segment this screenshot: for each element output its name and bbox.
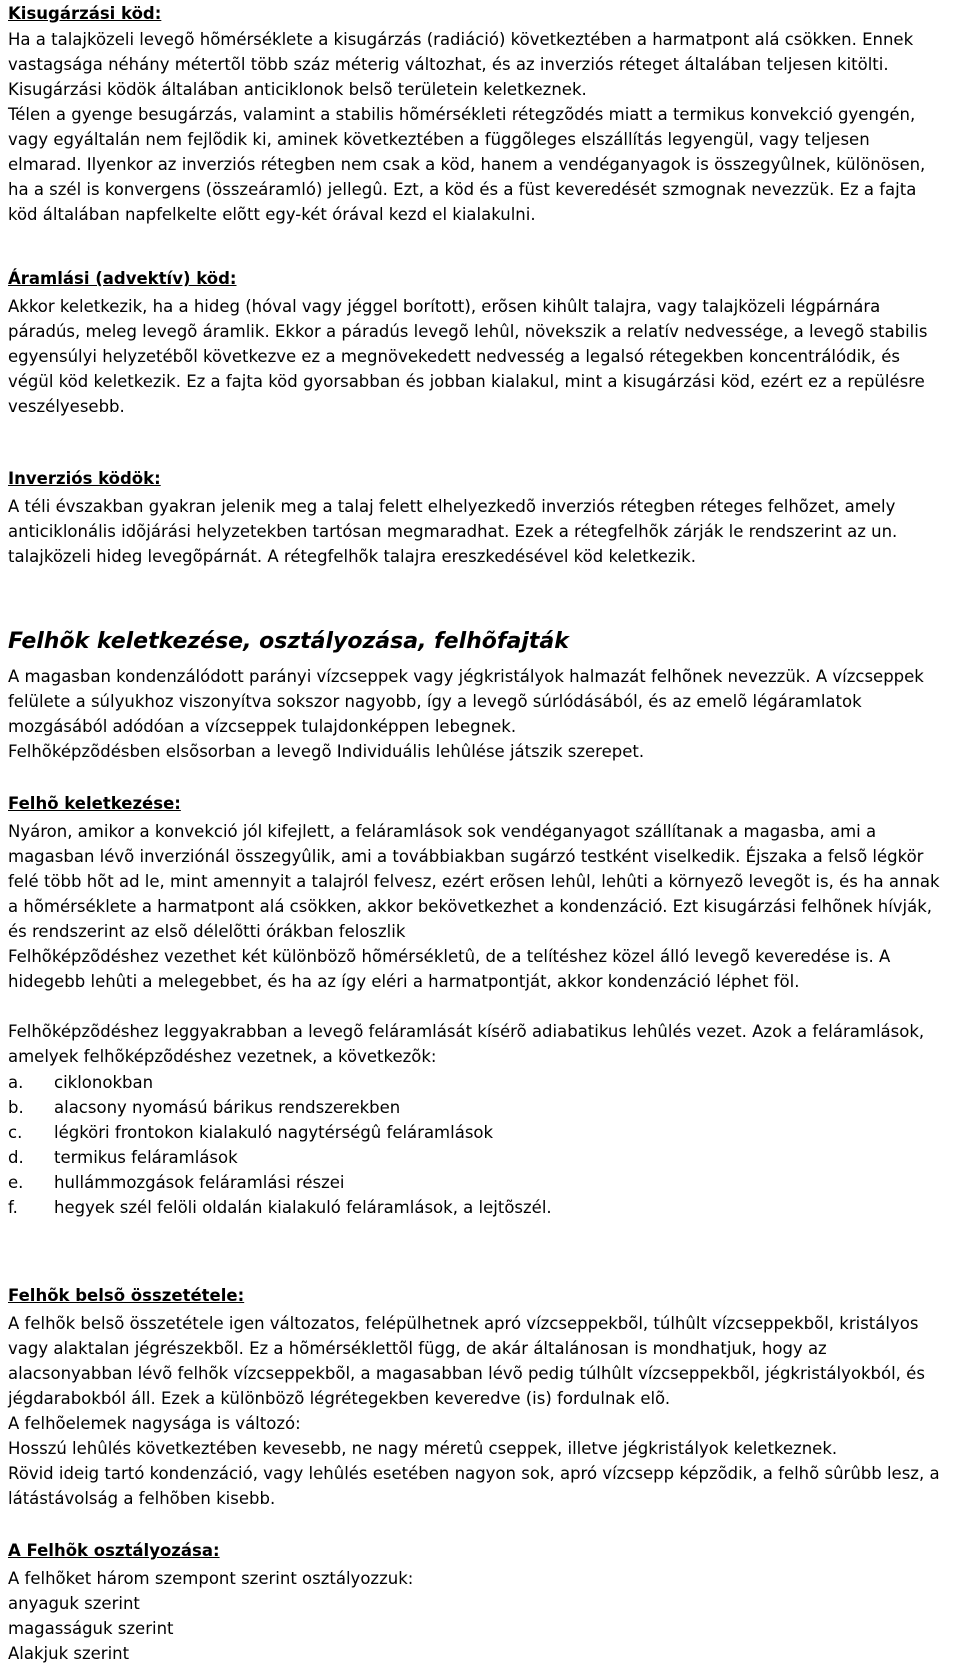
paragraph: Felhõképzõdéshez leggyakrabban a levegõ feláramlását kísérõ adiabatikus lehûlés vezet. Azok a feláramlások, amelyek felhõképzõdéshez vezetnek, a következõk:: [8, 1022, 925, 1066]
paragraph: Télen a gyenge besugárzás, valamint a stabilis hõmérsékleti rétegzõdés miatt a termikus konvekció gyengén, vagy egyáltalán nem fejlõdik ki, aminek következtében a függõleges elszállítás legyengül, vagy teljesen elmarad. Ilyenkor az inverziós rétegben nem csak a köd, hanem a vendéganyagok is összegyûlnek, különösen, ha a szél is konvergens (összeáramló) jellegû. Ezt, a köd és a füst keveredését szmognak nevezzük. Ez a fajta köd általában napfelkelte elõtt egy-két órával kezd el kialakulni.: [8, 105, 926, 224]
section-heading: A Felhõk osztályozása:: [8, 1541, 220, 1560]
list-marker: b.: [8, 1097, 24, 1117]
list-item: [8, 1096, 943, 1121]
list-marker: f.: [8, 1197, 18, 1217]
list-item: [8, 1196, 943, 1221]
list-item: [8, 1171, 943, 1196]
list-item-text: hegyek szél felöli oldalán kialakuló feláramlások, a lejtõszél.: [54, 1197, 552, 1217]
paragraph: A magasban kondenzálódott parányi vízcseppek vagy jégkristályok halmazát felhõnek nevezzük. A vízcseppek felülete a súlyukhoz viszonyítva sokszor nagyobb, így a levegõ súrlódásából, és az emelõ légáramlatok mozgásából adódóan a vízcseppek tulajdonképpen lebegnek.: [8, 667, 924, 736]
list-item-text: légköri frontokon kialakuló nagytérségû feláramlások: [54, 1122, 494, 1142]
classification-item: Alakjuk szerint: [8, 1644, 130, 1663]
list-marker: a.: [8, 1073, 24, 1092]
section-heading: Felhõk belsõ összetétele:: [8, 1286, 245, 1305]
classification-item: anyaguk szerint: [8, 1594, 140, 1613]
paragraph: Felhõképzõdésben elsõsorban a levegõ Individuális lehûlése játszik szerepet.: [8, 742, 645, 761]
paragraph: Rövid ideig tartó kondenzáció, vagy lehûlés esetében nagyon sok, apró vízcsepp képzõdik, a felhõ sûrûbb lesz, a látástávolság a felhõben kisebb.: [8, 1464, 940, 1508]
cloud-formation-list: [8, 1071, 943, 1220]
text-line: Hosszú lehûlés következtében kevesebb, ne nagy méretû cseppek, illetve jégkristályok keletkeznek.: [8, 1439, 838, 1458]
chapter-title: Felhõk keletkezése, osztályozása, felhõfajták: [8, 629, 569, 654]
list-item-text: termikus feláramlások: [54, 1147, 238, 1167]
paragraph: Ha a talajközeli levegõ hõmérséklete a kisugárzás (radiáció) következtében a harmatpont alá csökken. Ennek vastagsága néhány métertõl több száz méterig változhat, és az inverziós réteget általában teljesen kitölti. Kisugárzási ködök általában anticiklonok belsõ területein keletkeznek.: [8, 30, 914, 99]
section-heading: Kisugárzási köd:: [8, 4, 162, 23]
classification-item: magasságuk szerint: [8, 1619, 174, 1638]
list-item: [8, 1071, 943, 1096]
list-marker: c.: [8, 1122, 23, 1142]
list-item-text: alacsony nyomású bárikus rendszerekben: [54, 1097, 401, 1117]
paragraph: A felhõk belsõ összetétele igen változatos, felépülhetnek apró vízcseppekbõl, túlhûlt vízcseppekbõl, kristályos vagy alaktalan jégrészekbõl. Ez a hõmérséklettõl függ, de akár általánosan is mondhatjuk, hogy az alacsonyabban lévõ felhõk vízcseppekbõl, a magasabban lévõ pedig túlhûlt vízcseppekbõl, jégkristályokból, és jégdarabokból áll. Ezek a különbözõ légrétegekben keveredve (is) fordulnak elõ.: [8, 1314, 925, 1408]
list-marker: e.: [8, 1172, 24, 1192]
list-item: [8, 1121, 943, 1146]
list-item-text: hullámmozgások feláramlási részei: [54, 1172, 345, 1192]
paragraph: Felhõképzõdéshez vezethet két különbözõ hõmérsékletû, de a telítéshez közel álló levegõ keveredése is. A hidegebb lehûti a melegebbet, és ha az így eléri a harmatpontját, akkor kondenzáció léphet föl.: [8, 947, 891, 991]
paragraph: Akkor keletkezik, ha a hideg (hóval vagy jéggel borított), erõsen kihûlt talajra, vagy talajközeli légpárnára páradús, meleg levegõ áramlik. Ekkor a páradús levegõ lehûl, növekszik a relatív nedvessége, a levegõ stabilis egyensúlyi helyzetébõl következve ez a megnövekedett nedvesség a legalsó rétegekben koncentrálódik, és végül köd keletkezik. Ez a fajta köd gyorsabban és jobban kialakul, mint a kisugárzási köd, ezért ez a repülésre veszélyesebb.: [8, 297, 928, 416]
section-heading: Inverziós ködök:: [8, 469, 161, 488]
list-item: [8, 1146, 943, 1171]
section-heading: Áramlási (advektív) köd:: [8, 269, 237, 288]
list-marker: d.: [8, 1147, 24, 1167]
section-heading: Felhõ keletkezése:: [8, 794, 181, 813]
text-line: A felhõket három szempont szerint osztályozzuk:: [8, 1569, 414, 1588]
paragraph: Nyáron, amikor a konvekció jól kifejlett, a feláramlások sok vendéganyagot szállítanak a magasba, ami a magasban lévõ inverziónál összegyûlik, ami a továbbiakban sugárzó testként viselkedik. Éjszaka a felsõ légkör felé több hõt ad le, mint amennyit a talajról felvesz, ezért erõsen lehûl, lehûti a környezõ levegõt is, és ha annak a hõmérséklete a harmatpont alá csökken, akkor bekövetkezhet a kondenzáció. Ezt kisugárzási felhõnek hívják, és rendszerint az elsõ délelõtti órákban feloszlik: [8, 822, 940, 941]
list-item-text: ciklonokban: [54, 1073, 154, 1092]
paragraph: A téli évszakban gyakran jelenik meg a talaj felett elhelyezkedõ inverziós rétegben réteges felhõzet, amely anticiklonális idõjárási helyzetekben tartósan megmaradhat. Ezek a rétegfelhõk zárják le rendszerint az un. talajközeli hideg levegõpárnát. A rétegfelhõk talajra ereszkedésével köd keletkezik.: [8, 497, 898, 566]
text-line: A felhõelemek nagysága is változó:: [8, 1414, 301, 1433]
